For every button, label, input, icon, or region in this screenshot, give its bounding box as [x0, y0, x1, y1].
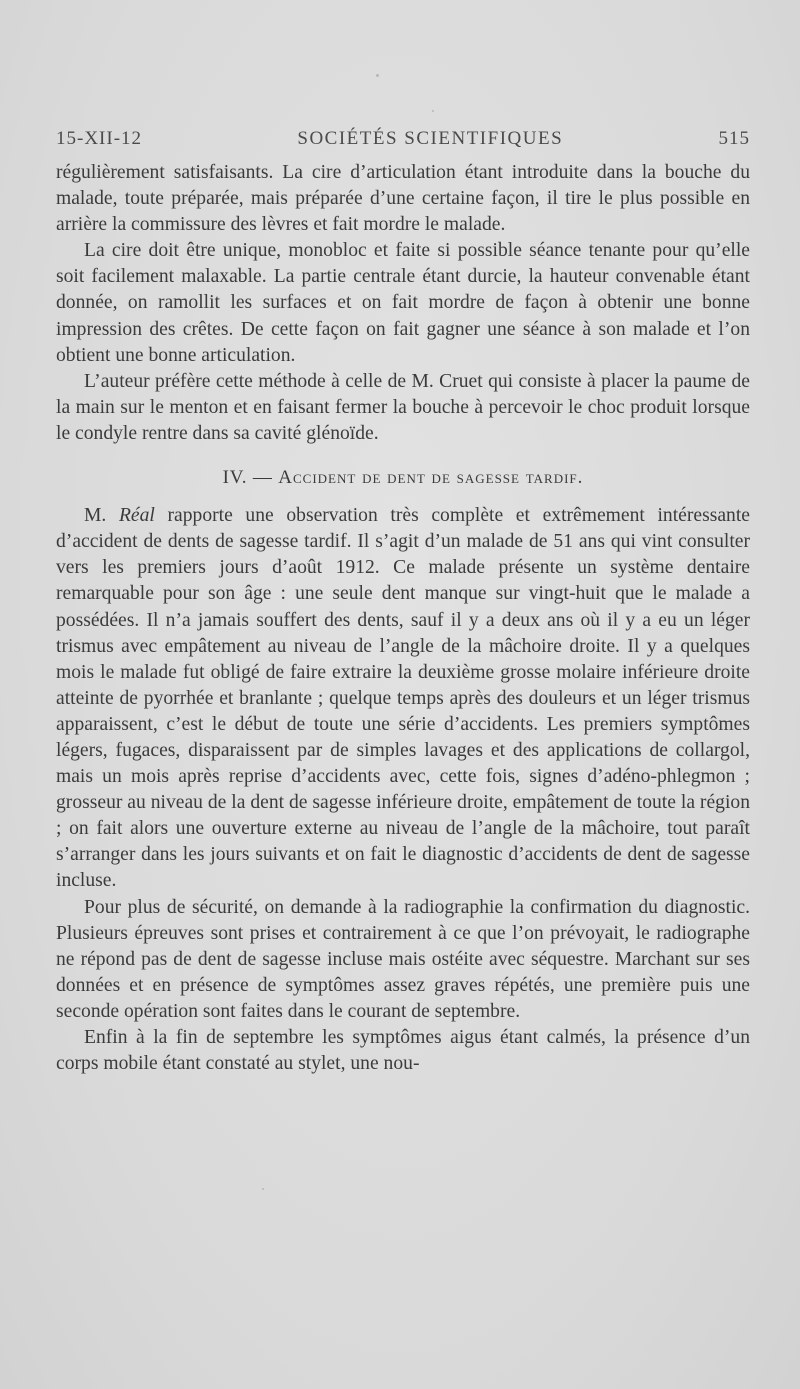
paragraph-1: régulièrement satisfaisants. La cire d’articulation étant introduite dans la bouche du malade, toute préparée, mais préparée d’une certaine façon, il tire le plus possible en arrière la commissure des lèvres et fait mordre le malade. [56, 162, 750, 236]
paper-speck [432, 110, 434, 112]
article-body [56, 160, 750, 1077]
section-title: Accident de dent de sagesse tardif. [278, 467, 584, 489]
paper-speck [376, 74, 379, 77]
paragraph-5: Pour plus de sécurité, on demande à la radiographie la confirmation du diagnostic. Plusieurs épreuves sont prises et contrairement à ce que l’on prévoyait, le radiographe ne répond pas de dent de sagesse incluse mais ostéite avec séquestre. Marchant sur ses données et en présence de symptômes assez graves répétés, une première puis une seconde opération sont faites dans le courant de septembre. [56, 896, 750, 1022]
paragraph-4-prefix: M. [84, 505, 107, 527]
section-number: IV. — [222, 467, 273, 489]
paragraph-6: Enfin à la fin de septembre les symptômes aigus étant calmés, la présence d’un corps mobile étant constaté au stylet, une nou- [56, 1027, 750, 1075]
header-title: SOCIÉTÉS SCIENTIFIQUES [297, 128, 564, 149]
paper-speck [262, 1188, 264, 1190]
author-name: Réal [118, 505, 155, 527]
paragraph-2: La cire doit être unique, monobloc et faite si possible séance tenante pour qu’elle soit facilement malaxable. La partie centrale étant durcie, la hauteur convenable étant donnée, on ramollit les surfaces et on fait mordre de façon à obtenir une bonne impression des crêtes. De cette façon on fait gagner une séance à son malade et l’on obtient une bonne articulation. [56, 240, 750, 366]
paragraph-4 [56, 503, 750, 894]
running-header [56, 128, 750, 160]
section-heading [56, 465, 750, 491]
page [56, 128, 750, 1077]
paragraph-4-text: rapporte une observation très complète et extrêmement intéressante d’accident de dents de sagesse tardif. Il s’agit d’un malade de 51 ans qui vint consulter vers les premiers jours d’août 1912. Ce malade présente un système dentaire remarquable pour son âge : une seule dent manque sur vingt-huit que le malade a possédées. Il n’a jamais souffert des dents, sauf il y a deux ans où il y a eu un léger trismus avec empâtement au niveau de l’angle de la mâchoire droite. Il y a quelques mois le malade fut obligé de faire extraire la deuxième grosse molaire inférieure droite atteinte de pyorrhée et branlante ; quelque temps après des douleurs et un léger trismus apparaissent, c’est le début de toute une série d’accidents. Les premiers symptômes légers, fugaces, disparaissent par de simples lavages et des applications de collargol, mais un mois après reprise d’accidents avec, cette fois, signes d’adéno-phlegmon ; grosseur au niveau de la dent de sagesse inférieure droite, empâtement de toute la région ; on fait alors une ouverture externe au niveau de l’angle de la mâchoire, tout paraît s’arranger dans les jours suivants et on fait le diagnostic d’accidents de dent de sagesse incluse. [56, 505, 750, 892]
header-date: 15-XII-12 [56, 128, 143, 149]
page-number: 515 [718, 128, 750, 149]
paragraph-3: L’auteur préfère cette méthode à celle de M. Cruet qui consiste à placer la paume de la main sur le menton et en faisant fermer la bouche à percevoir le choc produit lorsque le condyle rentre dans sa cavité glénoïde. [56, 370, 750, 444]
